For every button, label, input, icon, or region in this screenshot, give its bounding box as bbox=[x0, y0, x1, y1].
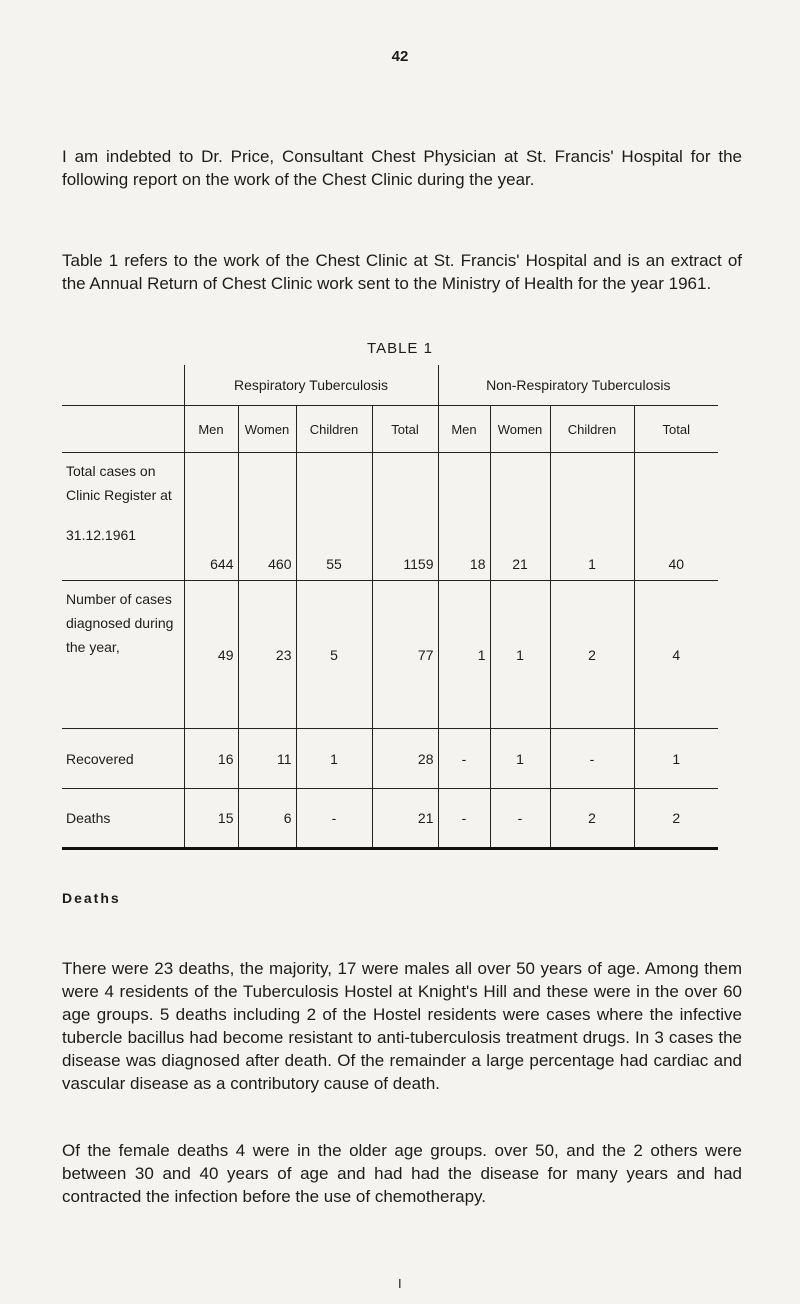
table-row bbox=[62, 453, 718, 581]
table-corner-cell bbox=[62, 365, 184, 406]
row-label bbox=[62, 453, 184, 581]
table-cell: 11 bbox=[238, 729, 296, 789]
table-row bbox=[62, 789, 718, 849]
group-header-non-respiratory: Non-Respiratory Tuberculosis bbox=[438, 365, 718, 406]
table-cell: 2 bbox=[550, 581, 634, 729]
table-cell: - bbox=[438, 729, 490, 789]
table-cell: - bbox=[550, 729, 634, 789]
column-header: Men bbox=[438, 406, 490, 453]
table-row bbox=[62, 581, 718, 729]
column-header: Total bbox=[634, 406, 718, 453]
female-deaths-paragraph: Of the female deaths 4 were in the older age groups. over 50, and the 2 others were between 30 and 40 years of age and had had the disease for many years and had contracted the infection before the use of chemotherapy. bbox=[62, 1141, 742, 1206]
table-cell: 18 bbox=[438, 453, 490, 581]
table-cell: 1159 bbox=[372, 453, 438, 581]
table-cell: 1 bbox=[490, 729, 550, 789]
intro-paragraph: I am indebted to Dr. Price, Consultant Chest Physician at St. Francis' Hospital for the following report on the work of the Chest Clinic during the year. bbox=[62, 147, 742, 189]
table-cell: 21 bbox=[372, 789, 438, 849]
table-row bbox=[62, 729, 718, 789]
row-label: Deaths bbox=[62, 789, 184, 849]
table-cell: 77 bbox=[372, 581, 438, 729]
column-header: Men bbox=[184, 406, 238, 453]
column-header: Total bbox=[372, 406, 438, 453]
table-cell: 2 bbox=[550, 789, 634, 849]
column-header: Women bbox=[238, 406, 296, 453]
row-label-date: 31.12.1961 bbox=[66, 527, 137, 543]
table-cell: 23 bbox=[238, 581, 296, 729]
table-cell: 644 bbox=[184, 453, 238, 581]
deaths-paragraph: There were 23 deaths, the majority, 17 were males all over 50 years of age. Among them were 4 residents of the Tuberculosis Hostel at Knight's Hill and these were in the over 60 age groups. 5 deaths including 2 of the Hostel residents were cases where the infective tubercle bacillus had become resistant to anti-tuberculosis treatment drugs. In 3 cases the disease was diagnosed after death. Of the remainder a large percentage had cardiac and vascular disease as a contributory cause of death. bbox=[62, 959, 742, 1093]
footer-mark: I bbox=[398, 1276, 402, 1291]
table-cell: 1 bbox=[490, 581, 550, 729]
table-reference-paragraph: Table 1 refers to the work of the Chest Clinic at St. Francis' Hospital and is an extract of the Annual Return of Chest Clinic work sent to the Ministry of Health for the year 1961. bbox=[62, 251, 742, 293]
table-cell: 21 bbox=[490, 453, 550, 581]
table-cell: 2 bbox=[634, 789, 718, 849]
page-number: 42 bbox=[391, 48, 409, 65]
table-cell: - bbox=[296, 789, 372, 849]
table-corner-cell bbox=[62, 406, 184, 453]
table-cell: 460 bbox=[238, 453, 296, 581]
row-label: Number of cases diagnosed during the year, bbox=[62, 581, 184, 729]
table-cell: 1 bbox=[438, 581, 490, 729]
table-cell: 4 bbox=[634, 581, 718, 729]
table-cell: 1 bbox=[550, 453, 634, 581]
column-header: Women bbox=[490, 406, 550, 453]
row-label-text: Total cases on Clinic Register at bbox=[66, 463, 172, 503]
table-cell: 15 bbox=[184, 789, 238, 849]
table-cell: 5 bbox=[296, 581, 372, 729]
table-cell: 16 bbox=[184, 729, 238, 789]
table-cell: - bbox=[438, 789, 490, 849]
table-cell: 28 bbox=[372, 729, 438, 789]
table-caption: TABLE 1 bbox=[367, 340, 433, 357]
table-cell: 40 bbox=[634, 453, 718, 581]
deaths-heading: Deaths bbox=[62, 890, 121, 906]
table-cell: 6 bbox=[238, 789, 296, 849]
table-cell: - bbox=[490, 789, 550, 849]
table-cell: 55 bbox=[296, 453, 372, 581]
table-cell: 49 bbox=[184, 581, 238, 729]
column-header: Children bbox=[296, 406, 372, 453]
table-cell: 1 bbox=[634, 729, 718, 789]
row-label: Recovered bbox=[62, 729, 184, 789]
group-header-respiratory: Respiratory Tuberculosis bbox=[184, 365, 438, 406]
column-header: Children bbox=[550, 406, 634, 453]
clinic-statistics-table bbox=[62, 365, 718, 850]
table-cell: 1 bbox=[296, 729, 372, 789]
